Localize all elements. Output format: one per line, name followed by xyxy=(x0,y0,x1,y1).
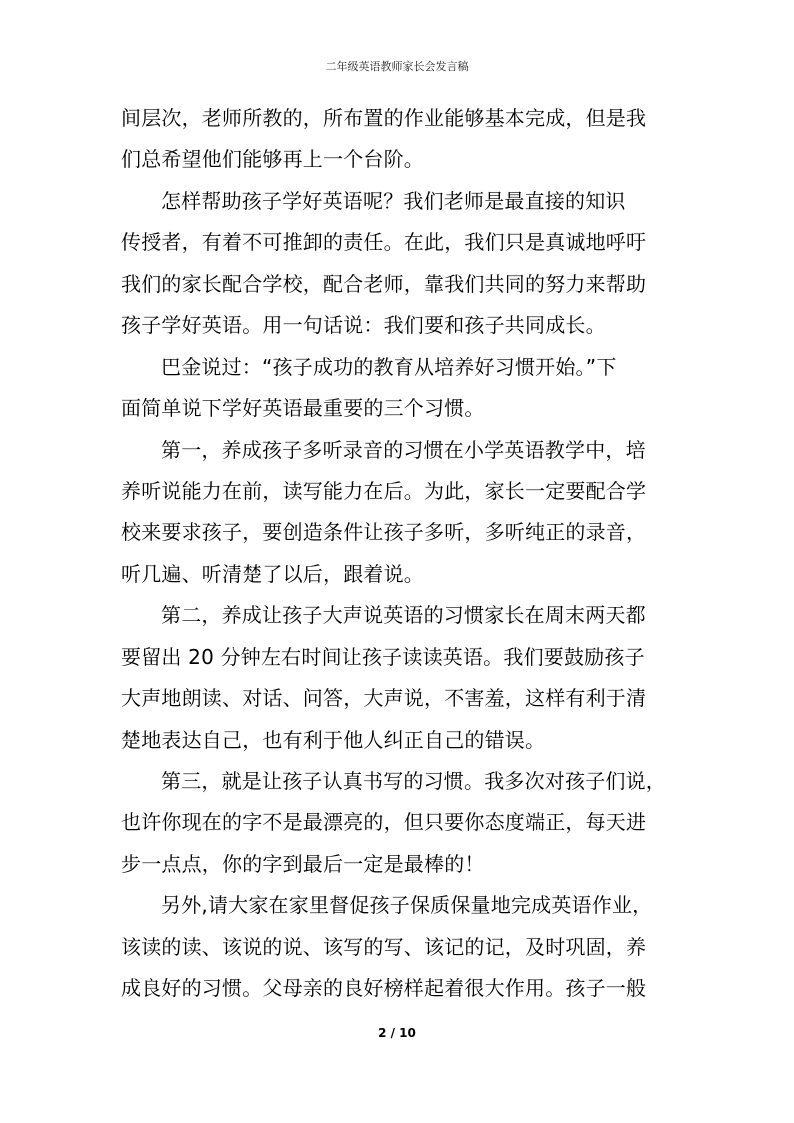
text-line: 面简单说下学好英语最重要的三个习惯。 xyxy=(121,396,485,421)
text-line: 间层次，老师所教的，所布置的作业能够基本完成，但是我 xyxy=(121,106,647,130)
text-line: 也许你现在的字不是最漂亮的，但只要你态度端正，每天进 xyxy=(121,810,647,835)
text-line: 第二，养成让孩子大声说英语的习惯家长在周末两天都 xyxy=(161,603,646,628)
text-line: 孩子学好英语。用一句话说：我们要和孩子共同成长。 xyxy=(121,313,606,338)
text-line: 传授者，有着不可推卸的责任。在此，我们只是真诚地呼吁 xyxy=(121,230,647,255)
text-line: 们总希望他们能够再上一个台阶。 xyxy=(121,147,424,172)
text-line: 大声地朗读、对话、问答，大声说，不害羞，这样有利于清 xyxy=(121,686,647,711)
text-line: 养听说能力在前，读写能力在后。为此，家长一定要配合学 xyxy=(121,478,647,503)
text-line: 听几遍、听清楚了以后，跟着说。 xyxy=(121,561,424,586)
page-number: 2 / 10 xyxy=(378,1026,416,1040)
text-line: 校来要求孩子，要创造条件让孩子多听，多听纯正的录音， xyxy=(121,520,647,545)
page-header-title: 二年级英语教师家长会发言稿 xyxy=(325,60,469,73)
text-line: 怎样帮助孩子学好英语呢？我们老师是最直接的知识 xyxy=(161,188,626,213)
text-line: 第三，就是让孩子认真书写的习惯。我多次对孩子们说， xyxy=(161,769,666,793)
text-line: 楚地表达自己，也有利于他人纠正自己的错误。 xyxy=(121,727,546,752)
text-line: 该读的读、该说的说、该写的写、该记的记，及时巩固，养 xyxy=(121,934,647,959)
text-line: 另外,请大家在家里督促孩子保质保量地完成英语作业， xyxy=(161,893,653,918)
text-line: 巴金说过：“孩子成功的教育从培养好习惯开始。”下 xyxy=(161,354,617,379)
text-line: 步一点点，你的字到最后一定是最棒的！ xyxy=(121,851,485,876)
text-line: 要留出 20 分钟左右时间让孩子读读英语。我们要鼓励孩子 xyxy=(121,644,645,669)
document-body xyxy=(121,98,677,1010)
text-line: 第一，养成孩子多听录音的习惯在小学英语教学中，培 xyxy=(161,437,646,462)
text-line: 我们的家长配合学校，配合老师，靠我们共同的努力来帮助 xyxy=(121,271,647,296)
text-line: 成良好的习惯。父母亲的良好榜样起着很大作用。孩子一般 xyxy=(121,976,647,1001)
